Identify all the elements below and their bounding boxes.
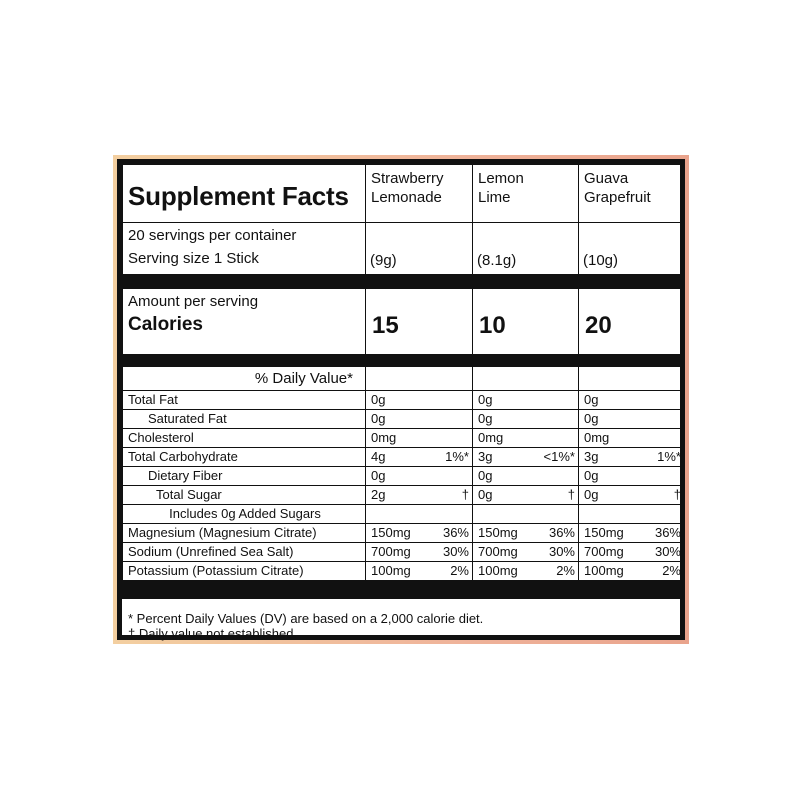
nutrient-amount: 700mg: [478, 544, 518, 559]
nutrient-amount: 700mg: [584, 544, 624, 559]
nutrient-value-cell: [579, 391, 685, 410]
nutrient-daily-value: 2%: [556, 563, 575, 578]
nutrient-amount: 0mg: [371, 430, 397, 445]
nutrient-value-cell: [579, 562, 685, 581]
serving-size: Serving size 1 Stick: [128, 250, 259, 267]
flavor-name-line: Lemon: [478, 170, 524, 187]
nutrient-value-cell: [366, 448, 473, 467]
nutrient-amount: 0g: [584, 487, 599, 502]
nutrient-amount: 0g: [478, 392, 493, 407]
nutrient-amount: 2g: [371, 487, 386, 502]
calories-value: 10: [473, 289, 579, 355]
serving-weight: (10g): [579, 223, 685, 275]
empty-cell: [366, 367, 473, 391]
nutrient-value-cell: [473, 505, 579, 524]
nutrient-name: Magnesium (Magnesium Citrate): [123, 524, 366, 543]
nutrient-amount: 0g: [584, 468, 599, 483]
flavor-header: [366, 165, 473, 223]
nutrient-value-cell: [473, 543, 579, 562]
nutrient-row: [123, 410, 685, 429]
nutrient-amount: 0g: [371, 411, 386, 426]
nutrient-value-cell: [473, 391, 579, 410]
nutrient-value-cell: [366, 467, 473, 486]
flavor-name-line: Strawberry: [371, 170, 444, 187]
nutrient-row: [123, 562, 685, 581]
flavor-header: [579, 165, 685, 223]
nutrient-value-cell: [579, 543, 685, 562]
supplement-facts-table: [122, 164, 685, 581]
nutrient-value-cell: [579, 429, 685, 448]
nutrient-name: Total Carbohydrate: [123, 448, 366, 467]
nutrient-value-cell: [366, 486, 473, 505]
calories-value: 15: [366, 289, 473, 355]
nutrient-daily-value: 1%*: [445, 449, 469, 464]
nutrient-row: [123, 524, 685, 543]
nutrient-row: [123, 486, 685, 505]
serving-info: [123, 223, 366, 275]
thick-divider: [123, 275, 685, 289]
empty-cell: [473, 367, 579, 391]
nutrient-daily-value: 2%: [450, 563, 469, 578]
nutrient-value-cell: [473, 524, 579, 543]
nutrient-value-cell: [579, 505, 685, 524]
footnote-dv: * Percent Daily Values (DV) are based on a 2,000 calorie diet.: [128, 611, 484, 626]
nutrient-value-cell: [473, 429, 579, 448]
supplement-facts-panel: [117, 159, 685, 640]
nutrient-value-cell: [579, 467, 685, 486]
nutrient-name: Includes 0g Added Sugars: [123, 505, 366, 524]
nutrient-daily-value: 30%: [654, 544, 681, 559]
label-frame: [113, 155, 689, 644]
nutrient-amount: 0g: [371, 468, 386, 483]
nutrient-daily-value: 36%: [548, 525, 575, 540]
nutrient-amount: 0g: [584, 392, 599, 407]
nutrient-name: Sodium (Unrefined Sea Salt): [123, 543, 366, 562]
nutrient-daily-value: †: [673, 487, 681, 502]
nutrient-amount: 0g: [478, 487, 493, 502]
nutrient-daily-value: †: [461, 487, 469, 502]
nutrient-amount: 0g: [371, 392, 386, 407]
nutrient-row: [123, 448, 685, 467]
nutrient-value-cell: [473, 410, 579, 429]
nutrient-value-cell: [473, 486, 579, 505]
nutrient-row: [123, 543, 685, 562]
daily-value-header: % Daily Value*: [123, 367, 366, 391]
flavor-name-line: Guava: [584, 170, 629, 187]
nutrient-daily-value: 1%*: [657, 449, 681, 464]
nutrient-daily-value: 30%: [548, 544, 575, 559]
nutrient-amount: 0mg: [584, 430, 610, 445]
nutrient-value-cell: [473, 562, 579, 581]
empty-cell: [579, 367, 685, 391]
amount-per-serving: Amount per serving: [128, 293, 259, 310]
nutrient-amount: 700mg: [371, 544, 411, 559]
nutrient-value-cell: [473, 467, 579, 486]
serving-weight: (8.1g): [473, 223, 579, 275]
nutrient-value-cell: [366, 562, 473, 581]
panel-title: Supplement Facts: [123, 165, 366, 223]
nutrient-value-cell: [366, 391, 473, 410]
nutrient-value-cell: [366, 543, 473, 562]
nutrient-amount: 0g: [478, 468, 493, 483]
nutrient-name: Total Fat: [123, 391, 366, 410]
nutrient-amount: 4g: [371, 449, 386, 464]
nutrient-amount: 150mg: [584, 525, 624, 540]
nutrient-value-cell: [579, 486, 685, 505]
nutrient-value-cell: [366, 524, 473, 543]
nutrient-row: [123, 391, 685, 410]
nutrient-row: [123, 505, 685, 524]
calories-label: Calories: [128, 314, 203, 335]
footnote-dagger: † Daily value not established.: [128, 626, 298, 641]
nutrient-value-cell: [579, 410, 685, 429]
nutrient-value-cell: [579, 448, 685, 467]
nutrient-daily-value: †: [567, 487, 575, 502]
flavor-name-line: Grapefruit: [584, 189, 651, 206]
nutrient-amount: 150mg: [371, 525, 411, 540]
nutrient-value-cell: [366, 429, 473, 448]
nutrient-value-cell: [366, 505, 473, 524]
nutrient-amount: 3g: [584, 449, 599, 464]
nutrient-name: Potassium (Potassium Citrate): [123, 562, 366, 581]
nutrient-amount: 150mg: [478, 525, 518, 540]
nutrient-name: Dietary Fiber: [123, 467, 366, 486]
flavor-header: [473, 165, 579, 223]
nutrient-amount: 0mg: [478, 430, 504, 445]
bottom-divider: [122, 581, 680, 599]
nutrient-name: Cholesterol: [123, 429, 366, 448]
nutrient-daily-value: <1%*: [543, 449, 575, 464]
nutrient-amount: 100mg: [478, 563, 518, 578]
serving-weight: (9g): [366, 223, 473, 275]
nutrient-daily-value: 36%: [654, 525, 681, 540]
nutrient-daily-value: 36%: [442, 525, 469, 540]
nutrient-value-cell: [473, 448, 579, 467]
nutrient-value-cell: [366, 410, 473, 429]
nutrient-amount: 0g: [584, 411, 599, 426]
nutrient-row: [123, 429, 685, 448]
nutrient-name: Saturated Fat: [123, 410, 366, 429]
nutrient-value-cell: [579, 524, 685, 543]
nutrient-daily-value: 2%: [662, 563, 681, 578]
calories-value: 20: [579, 289, 685, 355]
nutrient-daily-value: 30%: [442, 544, 469, 559]
calories-label-cell: [123, 289, 366, 355]
nutrient-row: [123, 467, 685, 486]
servings-per-container: 20 servings per container: [128, 227, 297, 244]
nutrient-amount: 100mg: [371, 563, 411, 578]
nutrient-amount: 3g: [478, 449, 493, 464]
flavor-name-line: Lime: [478, 189, 511, 206]
nutrient-name: Total Sugar: [123, 486, 366, 505]
nutrient-amount: 0g: [478, 411, 493, 426]
flavor-name-line: Lemonade: [371, 189, 442, 206]
nutrient-amount: 100mg: [584, 563, 624, 578]
footnotes: [122, 599, 680, 641]
medium-divider: [123, 355, 685, 367]
